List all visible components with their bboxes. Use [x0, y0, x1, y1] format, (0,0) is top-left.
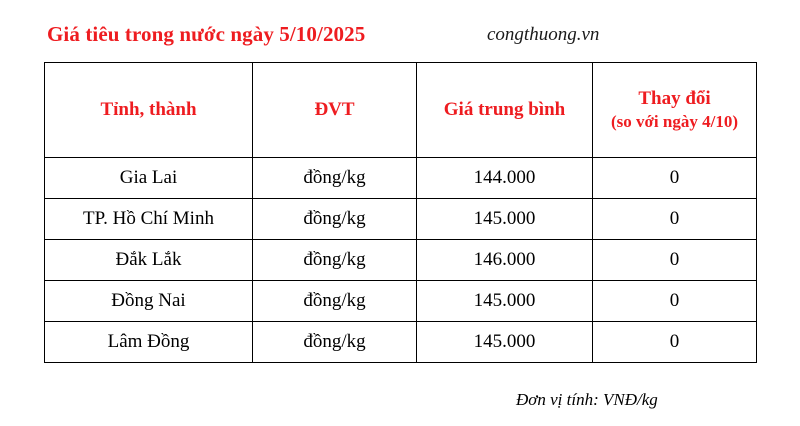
cell-province: Gia Lai [45, 158, 253, 199]
cell-price: 145.000 [417, 199, 593, 240]
column-header-change-sub: (so với ngày 4/10) [610, 112, 738, 132]
document-header [0, 22, 800, 58]
cell-province: Lâm Đồng [45, 322, 253, 363]
cell-change: 0 [593, 322, 757, 363]
pepper-price-table [44, 62, 757, 363]
cell-province: TP. Hồ Chí Minh [45, 199, 253, 240]
cell-change: 0 [593, 199, 757, 240]
column-header-change [593, 63, 757, 158]
cell-price: 145.000 [417, 281, 593, 322]
cell-change: 0 [593, 281, 757, 322]
cell-province: Đắk Lắk [45, 240, 253, 281]
table-row [45, 199, 757, 240]
cell-unit: đồng/kg [253, 158, 417, 199]
table-row [45, 158, 757, 199]
cell-price: 145.000 [417, 322, 593, 363]
cell-price: 146.000 [417, 240, 593, 281]
cell-province: Đồng Nai [45, 281, 253, 322]
table-row [45, 322, 757, 363]
column-header-province: Tỉnh, thành [45, 63, 253, 158]
cell-unit: đồng/kg [253, 281, 417, 322]
cell-unit: đồng/kg [253, 322, 417, 363]
table-header-row [45, 63, 757, 158]
unit-footnote: Đơn vị tính: VNĐ/kg [516, 390, 658, 409]
cell-price: 144.000 [417, 158, 593, 199]
table-row [45, 281, 757, 322]
cell-unit: đồng/kg [253, 199, 417, 240]
cell-change: 0 [593, 240, 757, 281]
site-watermark: congthuong.vn [487, 24, 600, 45]
column-header-change-main: Thay đổi [638, 87, 711, 109]
cell-change: 0 [593, 158, 757, 199]
table-row [45, 240, 757, 281]
page-title: Giá tiêu trong nước ngày 5/10/2025 [47, 22, 366, 46]
cell-unit: đồng/kg [253, 240, 417, 281]
column-header-average-price: Giá trung bình [417, 63, 593, 158]
column-header-unit: ĐVT [253, 63, 417, 158]
